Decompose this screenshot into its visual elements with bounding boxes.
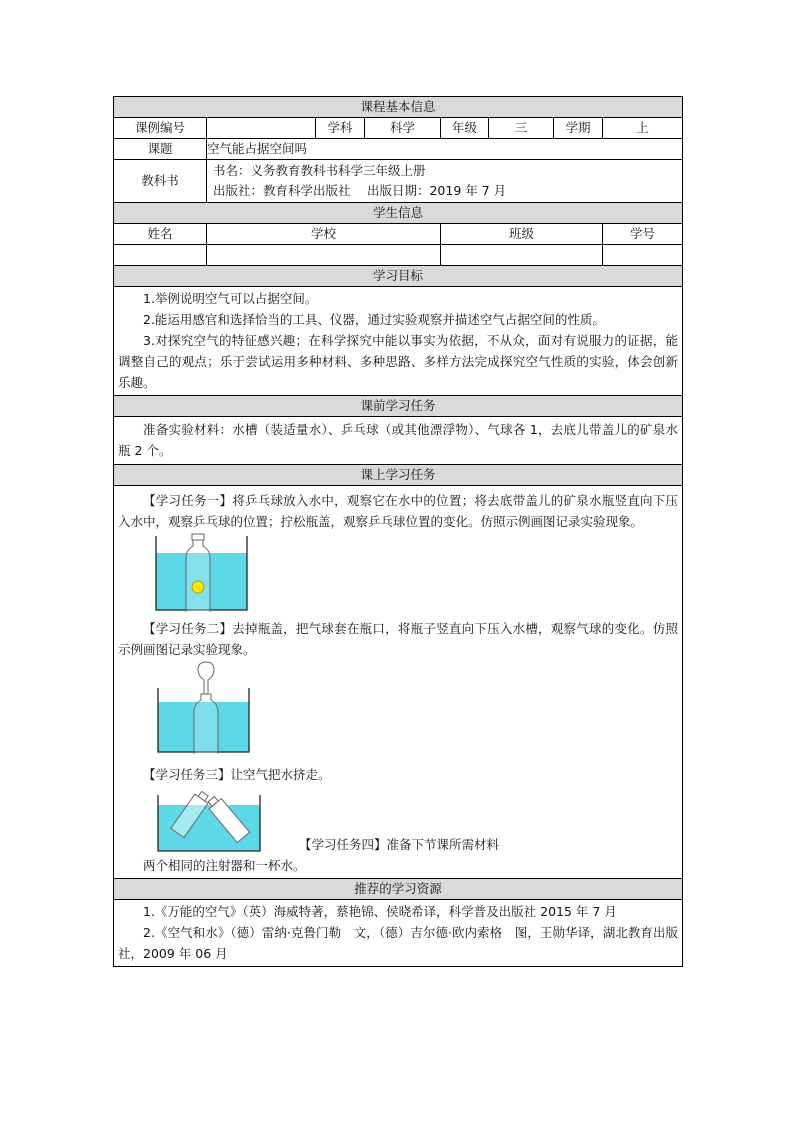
school-value[interactable] <box>207 245 441 266</box>
air-pushes-water-diagram <box>156 785 296 853</box>
goal-item: 2.能运用感官和选择恰当的工具、仪器，通过实验观察并描述空气占据空间的性质。 <box>143 312 605 327</box>
task-4-text: 两个相同的注射器和一杯水。 <box>143 858 306 873</box>
school-label: 学校 <box>207 224 441 245</box>
course-info-header: 课程基本信息 <box>114 97 683 118</box>
resource-item: 1.《万能的空气》（英）海威特著，蔡艳锦、侯晓希译，科学普及出版社 2015 年 7 月 <box>143 904 617 919</box>
grade-value: 三 <box>489 118 554 139</box>
textbook-line-1: 书名：义务教育教科书科学三年级上册 <box>213 163 426 178</box>
task-1-figure <box>114 532 682 614</box>
goals-header: 学习目标 <box>114 266 683 287</box>
class-label: 班级 <box>441 224 603 245</box>
bottle-ball-diagram <box>152 532 352 614</box>
task-2-figure <box>114 660 682 760</box>
student-info-header: 学生信息 <box>114 203 683 224</box>
class-value[interactable] <box>441 245 603 266</box>
pre-tasks-body <box>114 417 683 465</box>
balloon <box>198 662 214 694</box>
task-3-figure <box>114 785 682 853</box>
subject-value: 科学 <box>365 118 441 139</box>
grade-label: 年级 <box>441 118 489 139</box>
pre-tasks-text: 准备实验材料：水槽（装适量水）、乒乓球（或其他漂浮物）、气球各 1，去底儿带盖儿的矿泉水瓶 2 个。 <box>118 422 679 458</box>
resources-body <box>114 900 683 967</box>
student-id-label: 学号 <box>603 224 683 245</box>
textbook-line-2: 出版社：教育科学出版社 出版日期：2019 年 7 月 <box>213 183 507 198</box>
name-label: 姓名 <box>114 224 207 245</box>
course-table <box>113 96 683 967</box>
task-2-text: 【学习任务二】去掉瓶盖，把气球套在瓶口，将瓶子竖直向下压入水槽，观察气球的变化。仿照示例画图记录实验现象。 <box>118 621 679 657</box>
case-no-value <box>207 118 316 139</box>
class-tasks-header: 课上学习任务 <box>114 465 683 486</box>
case-no-label: 课例编号 <box>114 118 207 139</box>
class-tasks-body <box>114 486 683 879</box>
topic-label: 课题 <box>114 139 207 160</box>
goal-item: 1.举例说明空气可以占据空间。 <box>143 291 318 306</box>
pre-tasks-header: 课前学习任务 <box>114 396 683 417</box>
goals-body <box>114 287 683 396</box>
bottle-cap <box>192 534 204 540</box>
textbook-label: 教科书 <box>114 160 207 203</box>
subject-label: 学科 <box>316 118 365 139</box>
task-3-text: 【学习任务三】让空气把水挤走。 <box>143 767 331 782</box>
bottle-balloon-diagram <box>154 660 354 760</box>
goal-item: 3.对探究空气的特征感兴趣；在科学探究中能以事实为依据，不从众，面对有说服力的证据，能调整自己的观点；乐于尝试运用多种材料、多种思路、多样方法完成探究空气性质的实验，体会创新乐趣。 <box>118 333 679 390</box>
name-value[interactable] <box>114 245 207 266</box>
textbook-value <box>207 160 683 203</box>
term-label: 学期 <box>554 118 603 139</box>
resource-item: 2.《空气和水》（德）雷纳·克鲁门勒 文，（德）吉尔德·欧内索格 图，王勋华译，湖北教育出版社，2009 年 06 月 <box>118 925 679 961</box>
student-id-value[interactable] <box>603 245 683 266</box>
bottle-outline <box>194 694 218 754</box>
ping-pong-ball <box>192 581 204 593</box>
topic-value: 空气能占据空间吗 <box>207 139 683 160</box>
bottle-outline <box>186 538 210 612</box>
term-value: 上 <box>603 118 683 139</box>
resources-header: 推荐的学习资源 <box>114 879 683 900</box>
task-4-title: 【学习任务四】准备下节课所需材料 <box>299 837 500 852</box>
task-1-text: 【学习任务一】将乒乓球放入水中，观察它在水中的位置；将去底带盖儿的矿泉水瓶竖直向下压入水中，观察乒乓球的位置；拧松瓶盖，观察乒乓球位置的变化。仿照示例画图记录实验现象。 <box>118 493 679 529</box>
